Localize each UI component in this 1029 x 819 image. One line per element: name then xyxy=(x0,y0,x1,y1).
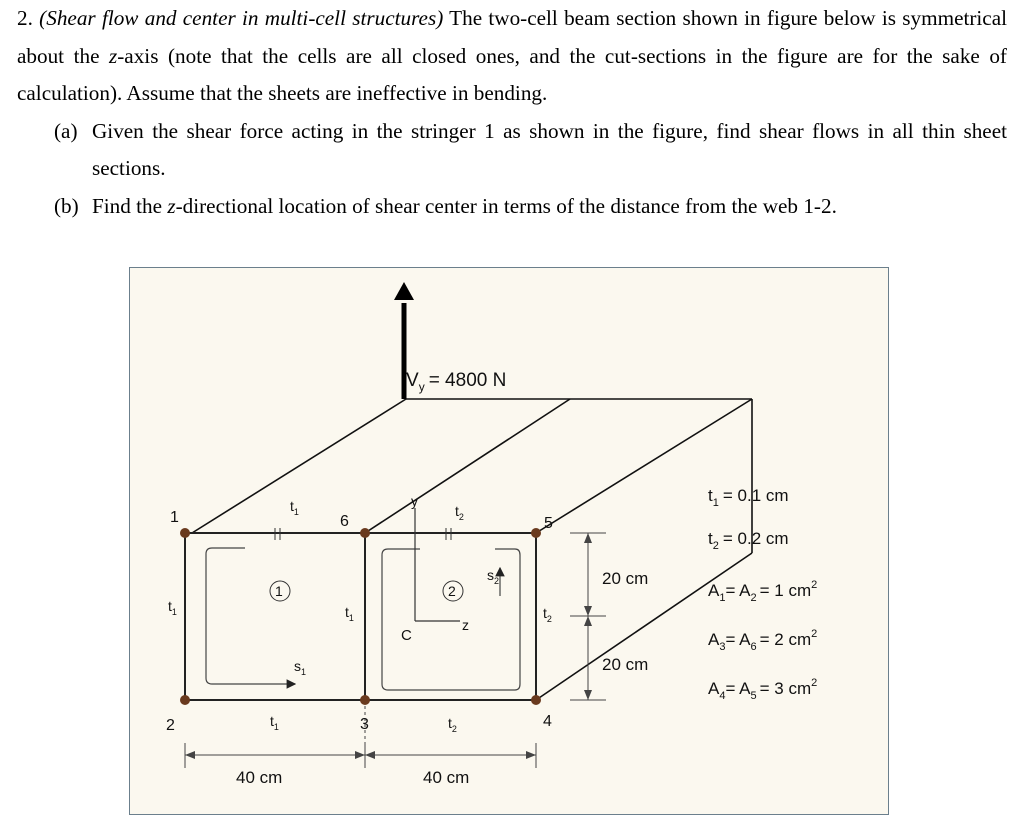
problem-intro xyxy=(17,0,1007,113)
force-label: $V_y = 4800$ N xyxy=(406,370,507,394)
t1-bottom-label: $t_1$ xyxy=(270,713,279,732)
t1-top-label: $t_1$ xyxy=(290,498,299,517)
stringer-5 xyxy=(531,528,541,538)
dimension-arrowheads xyxy=(185,533,592,759)
t2-bottom-label: $t_2$ xyxy=(448,715,457,734)
node-5-label: 5 xyxy=(544,515,553,532)
perspective-lines xyxy=(192,399,752,700)
dim-width-left: 40 cm xyxy=(236,768,283,787)
y-axis-label: y xyxy=(411,493,418,509)
node-4-label: 4 xyxy=(543,713,552,730)
stringer-2 xyxy=(180,695,190,705)
stringer-6 xyxy=(360,528,370,538)
part-b-text: Find the z-directional location of shear center in terms of the distance from the web 1-2. xyxy=(92,193,837,218)
shear-center-label: C xyxy=(401,627,412,644)
t2-top-label: $t_2$ xyxy=(455,503,464,522)
part-a-text: Given the shear force acting in the stringer 1 as shown in the figure, find shear flows in all thin sheet sections. xyxy=(92,118,1007,180)
cell-2-label: 2 xyxy=(448,583,456,599)
cell-1-label: 1 xyxy=(275,583,283,599)
legend-a3-a6: $A_3= A_6 = 2$ $cm^2$ xyxy=(708,628,818,653)
axes xyxy=(415,508,460,621)
node-6-label: 6 xyxy=(340,513,349,530)
s1-label: $s_1$ xyxy=(294,658,307,677)
stringers xyxy=(180,528,541,705)
beam-figure xyxy=(129,267,889,815)
t1-mid-label: $t_1$ xyxy=(345,604,354,623)
node-3-label: 3 xyxy=(360,716,369,733)
problem-number: 2. xyxy=(17,6,33,30)
node-2-label: 2 xyxy=(166,717,175,734)
cell-paths xyxy=(206,548,520,690)
legend xyxy=(708,486,817,702)
stringer-4 xyxy=(531,695,541,705)
z-axis-label: z xyxy=(462,617,469,633)
stringer-1 xyxy=(180,528,190,538)
part-a xyxy=(54,113,1007,188)
axis-name: z xyxy=(109,43,118,68)
intro-text-a: The two-cell beam section shown in figure below is symmetrical about the xyxy=(17,6,1007,68)
part-b-label: (b) xyxy=(54,193,79,218)
cross-section xyxy=(185,533,536,700)
t1-left-label: $t_1$ xyxy=(168,598,177,617)
stringer-3 xyxy=(360,695,370,705)
beam-diagram xyxy=(130,268,887,813)
node-1-label: 1 xyxy=(170,509,179,526)
legend-t1: $t_1 = 0.1$ cm xyxy=(708,486,789,509)
legend-t2: $t_2 = 0.2$ cm xyxy=(708,529,789,552)
part-a-label: (a) xyxy=(54,118,78,143)
part-b xyxy=(54,188,1007,226)
s2-label: $s_2$ xyxy=(487,567,500,586)
t2-right-label: $t_2$ xyxy=(543,605,552,624)
intro-text-b: -axis (note that the cells are all closed ones, and the cut-sections in the figure are for the sake of calculation). Assume that the sheets are ineffective in bending. xyxy=(17,43,1007,105)
problem-statement xyxy=(17,0,1007,225)
legend-a1-a2: $A_1= A_2 = 1$ $cm^2$ xyxy=(708,579,818,604)
dimension-lines xyxy=(185,533,606,768)
dim-width-right: 40 cm xyxy=(423,768,470,787)
legend-a4-a5: $A_4= A_5 = 3$ $cm^2$ xyxy=(708,677,818,702)
dim-height-top: 20 cm xyxy=(602,569,649,588)
problem-topic: (Shear flow and center in multi-cell structures) xyxy=(39,6,444,30)
dim-height-bottom: 20 cm xyxy=(602,655,649,674)
